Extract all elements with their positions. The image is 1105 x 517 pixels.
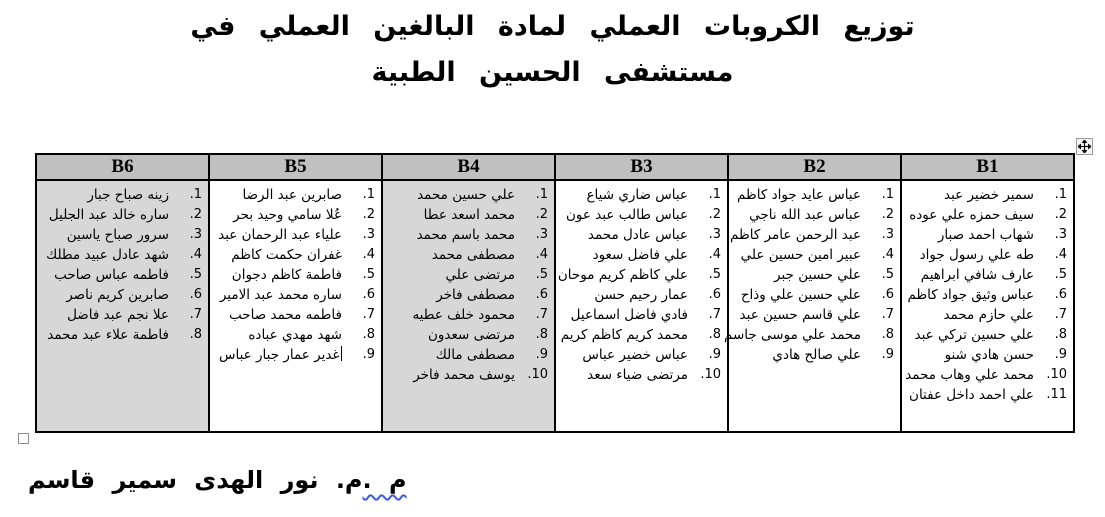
- item-number: .5: [1054, 267, 1067, 282]
- item-number: .4: [189, 247, 202, 262]
- student-item: [385, 205, 548, 225]
- header-row: [36, 154, 1074, 180]
- student-name: عارف شافي ابراهيم: [920, 267, 1034, 283]
- item-number: .7: [1054, 307, 1067, 322]
- table-resize-handle[interactable]: [18, 433, 29, 444]
- student-item: [212, 345, 375, 365]
- student-name: صابرين عبد الرضا: [242, 187, 342, 203]
- student-item: [385, 365, 548, 385]
- column-header-B1: B1: [901, 154, 1074, 180]
- student-item: [731, 345, 894, 365]
- signature-prefix-2: م.: [335, 466, 363, 494]
- column-cell-B1: [901, 180, 1074, 432]
- student-item: [731, 305, 894, 325]
- student-item: [723, 325, 894, 345]
- text-cursor: [341, 346, 343, 361]
- item-number: .5: [881, 267, 894, 282]
- student-name: علي حسين محمد: [417, 187, 515, 203]
- student-name: صابرين كريم ناصر: [66, 287, 169, 303]
- student-item: [212, 185, 375, 205]
- item-number: .5: [708, 267, 721, 282]
- student-name: عباس عايد جواد كاظم: [737, 187, 861, 203]
- student-item: [558, 285, 721, 305]
- student-item: [39, 265, 202, 285]
- student-item: [39, 225, 202, 245]
- student-name: فاطمة علاء عبد محمد: [47, 327, 169, 343]
- item-number: .8: [1054, 327, 1067, 342]
- item-number: .1: [708, 187, 721, 202]
- student-name: عباس طالب عبد عون: [566, 207, 688, 223]
- column-cell-B4: [382, 180, 555, 432]
- student-name: عباس خضير عباس: [582, 347, 688, 363]
- student-item: [212, 245, 375, 265]
- page-title: [0, 4, 1105, 96]
- student-name: غدير عمار جبار عباس: [219, 345, 342, 365]
- student-name: فاطمه محمد صاحب: [229, 307, 342, 323]
- item-number: .2: [189, 207, 202, 222]
- student-item: [39, 285, 202, 305]
- student-item: [904, 305, 1067, 325]
- student-item: [904, 385, 1067, 405]
- student-item: [904, 225, 1067, 245]
- column-header-B5: B5: [209, 154, 382, 180]
- item-number: .1: [535, 187, 548, 202]
- student-name: محمد علي موسى جاسم: [723, 327, 861, 343]
- student-item: [385, 245, 548, 265]
- table-move-handle-icon[interactable]: [1076, 138, 1093, 155]
- item-number: .6: [1054, 287, 1067, 302]
- student-item: [904, 345, 1067, 365]
- title-line-1: توزيع الكروبات العملي لمادة البالغين العملي في: [190, 11, 915, 42]
- student-name: محمد باسم محمد: [416, 227, 515, 243]
- student-name: سمير خضير عبد: [943, 187, 1034, 203]
- item-number: .8: [189, 327, 202, 342]
- student-name: علي حسين تركي عبد: [914, 327, 1034, 343]
- signature-name: نور الهدى سمير قاسم: [28, 466, 319, 494]
- student-item: [904, 205, 1067, 225]
- student-name: عمار رحيم حسن: [594, 287, 688, 303]
- student-name: علي حسين جبر: [774, 267, 861, 283]
- student-name: علي حسين علي وذاح: [740, 287, 861, 303]
- student-item: [39, 245, 202, 265]
- column-header-B3: B3: [555, 154, 728, 180]
- student-item: [731, 245, 894, 265]
- student-item: [385, 345, 548, 365]
- student-name: علياء عبد الرحمان عبد: [218, 227, 342, 243]
- student-item: [39, 305, 202, 325]
- column-header-B4: B4: [382, 154, 555, 180]
- item-number: .10: [527, 367, 548, 382]
- student-item: [558, 325, 721, 345]
- item-number: .8: [362, 327, 375, 342]
- item-number: .10: [700, 367, 721, 382]
- item-number: .7: [362, 307, 375, 322]
- item-number: .3: [708, 227, 721, 242]
- item-number: .8: [881, 327, 894, 342]
- move-arrows-icon: [1078, 140, 1091, 153]
- item-number: .2: [708, 207, 721, 222]
- item-number: .9: [362, 347, 375, 362]
- student-name: فاطمة كاظم دجوان: [231, 267, 342, 283]
- student-item: [904, 265, 1067, 285]
- student-name: عُلا سامي وحيد بحر: [233, 207, 342, 223]
- student-item: [558, 205, 721, 225]
- item-number: .1: [881, 187, 894, 202]
- item-number: .3: [362, 227, 375, 242]
- student-item: [212, 325, 375, 345]
- student-item: [904, 185, 1067, 205]
- body-row: [36, 180, 1074, 432]
- item-number: .2: [1054, 207, 1067, 222]
- student-name: محمد كريم كاظم كريم: [560, 327, 688, 343]
- item-number: .3: [881, 227, 894, 242]
- item-number: .1: [189, 187, 202, 202]
- student-item: [904, 325, 1067, 345]
- item-number: .4: [535, 247, 548, 262]
- item-number: .9: [881, 347, 894, 362]
- item-number: .4: [362, 247, 375, 262]
- column-cell-B5: [209, 180, 382, 432]
- student-name: محمد اسعد عطا: [423, 207, 515, 223]
- signature-line: [28, 466, 407, 494]
- student-name: فادي فاضل اسماعيل: [570, 307, 688, 323]
- student-item: [731, 285, 894, 305]
- student-name: زينه صباح جبار: [87, 187, 169, 203]
- student-item: [212, 205, 375, 225]
- student-item: [385, 325, 548, 345]
- student-name: شهد عادل عبيد مطلك: [46, 247, 169, 263]
- student-name: شهاب احمد صبار: [937, 227, 1034, 243]
- student-name: مرتضى سعدون: [427, 327, 515, 343]
- student-name: ساره خالد عبد الجليل: [48, 207, 169, 223]
- student-item: [385, 305, 548, 325]
- student-item: [558, 225, 721, 245]
- student-item: [385, 285, 548, 305]
- item-number: .3: [1054, 227, 1067, 242]
- item-number: .2: [535, 207, 548, 222]
- item-number: .8: [708, 327, 721, 342]
- item-number: .8: [535, 327, 548, 342]
- item-number: .7: [881, 307, 894, 322]
- signature-prefix-1: م .: [362, 466, 407, 494]
- student-item: [385, 265, 548, 285]
- column-header-B2: B2: [728, 154, 901, 180]
- student-name: شهد مهدي عباده: [248, 327, 342, 343]
- student-name: محمد علي وهاب محمد: [905, 367, 1034, 383]
- item-number: .2: [362, 207, 375, 222]
- item-number: .11: [1046, 387, 1067, 402]
- item-number: .6: [881, 287, 894, 302]
- student-item: [39, 205, 202, 225]
- item-number: .3: [535, 227, 548, 242]
- student-item: [558, 185, 721, 205]
- student-name: علا نجم عبد فاضل: [67, 307, 169, 323]
- student-item: [212, 225, 375, 245]
- student-item: [558, 365, 721, 385]
- groups-table: [35, 153, 1075, 433]
- student-item: [212, 285, 375, 305]
- student-name: عباس وثيق جواد كاظم: [907, 287, 1034, 303]
- student-name: علي حازم محمد: [943, 307, 1034, 323]
- student-item: [731, 185, 894, 205]
- student-name: علي صالح هادي: [772, 347, 861, 363]
- student-name: عبير امين حسين علي: [740, 247, 861, 263]
- student-name: مصطفى محمد: [431, 247, 515, 263]
- item-number: .3: [189, 227, 202, 242]
- student-name: محمود خلف عطيه: [412, 307, 515, 323]
- item-number: .10: [1046, 367, 1067, 382]
- item-number: .6: [362, 287, 375, 302]
- item-number: .4: [708, 247, 721, 262]
- item-number: .6: [708, 287, 721, 302]
- item-number: .4: [1054, 247, 1067, 262]
- item-number: .9: [535, 347, 548, 362]
- student-name: عباس عبد الله ناجي: [749, 207, 861, 223]
- column-cell-B3: [555, 180, 728, 432]
- student-item: [904, 285, 1067, 305]
- student-item: [558, 245, 721, 265]
- student-item: [385, 225, 548, 245]
- item-number: .7: [189, 307, 202, 322]
- item-number: .1: [1054, 187, 1067, 202]
- title-line-2: مستشفى الحسين الطبية: [371, 57, 734, 88]
- student-name: عباس عادل محمد: [587, 227, 688, 243]
- student-name: مرتضى علي: [445, 267, 515, 283]
- student-item: [212, 265, 375, 285]
- student-name: عباس ضاري شياع: [586, 187, 688, 203]
- item-number: .7: [535, 307, 548, 322]
- student-name: عبد الرحمن عامر كاظم: [730, 227, 861, 243]
- item-number: .6: [535, 287, 548, 302]
- item-number: .5: [189, 267, 202, 282]
- student-item: [39, 185, 202, 205]
- column-cell-B6: [36, 180, 209, 432]
- student-item: [558, 265, 721, 285]
- column-cell-B2: [723, 180, 901, 432]
- item-number: .2: [881, 207, 894, 222]
- student-name: فاطمه عباس صاحب: [54, 267, 169, 283]
- student-name: مصطفى مالك: [435, 347, 515, 363]
- student-name: سرور صباح ياسين: [66, 227, 169, 243]
- student-item: [731, 225, 894, 245]
- column-header-B6: B6: [36, 154, 209, 180]
- student-name: يوسف محمد فاخر: [413, 367, 515, 383]
- item-number: .1: [362, 187, 375, 202]
- item-number: .5: [362, 267, 375, 282]
- item-number: .9: [708, 347, 721, 362]
- student-item: [731, 265, 894, 285]
- student-item: [212, 305, 375, 325]
- student-item: [904, 365, 1067, 385]
- student-name: سيف حمزه علي عوده: [909, 207, 1034, 223]
- student-item: [731, 205, 894, 225]
- student-name: علي قاسم حسين عبد: [739, 307, 861, 323]
- student-name: غفران حكمت كاظم: [231, 247, 342, 263]
- student-name: مصطفى فاخر: [436, 287, 515, 303]
- item-number: .9: [1054, 347, 1067, 362]
- student-item: [39, 325, 202, 345]
- student-name: حسن هادي شنو: [944, 347, 1034, 363]
- student-item: [558, 345, 721, 365]
- student-name: علي احمد داخل عفتان: [909, 387, 1034, 403]
- student-name: مرتضى ضياء سعد: [587, 367, 688, 383]
- item-number: .4: [881, 247, 894, 262]
- student-name: ساره محمد عبد الامير: [219, 287, 342, 303]
- student-name: طه علي رسول جواد: [919, 247, 1034, 263]
- student-name: علي فاضل سعود: [592, 247, 688, 263]
- item-number: .7: [708, 307, 721, 322]
- item-number: .5: [535, 267, 548, 282]
- student-item: [385, 185, 548, 205]
- student-item: [904, 245, 1067, 265]
- student-name: علي كاظم كريم موحان: [557, 267, 688, 283]
- student-item: [558, 305, 721, 325]
- item-number: .6: [189, 287, 202, 302]
